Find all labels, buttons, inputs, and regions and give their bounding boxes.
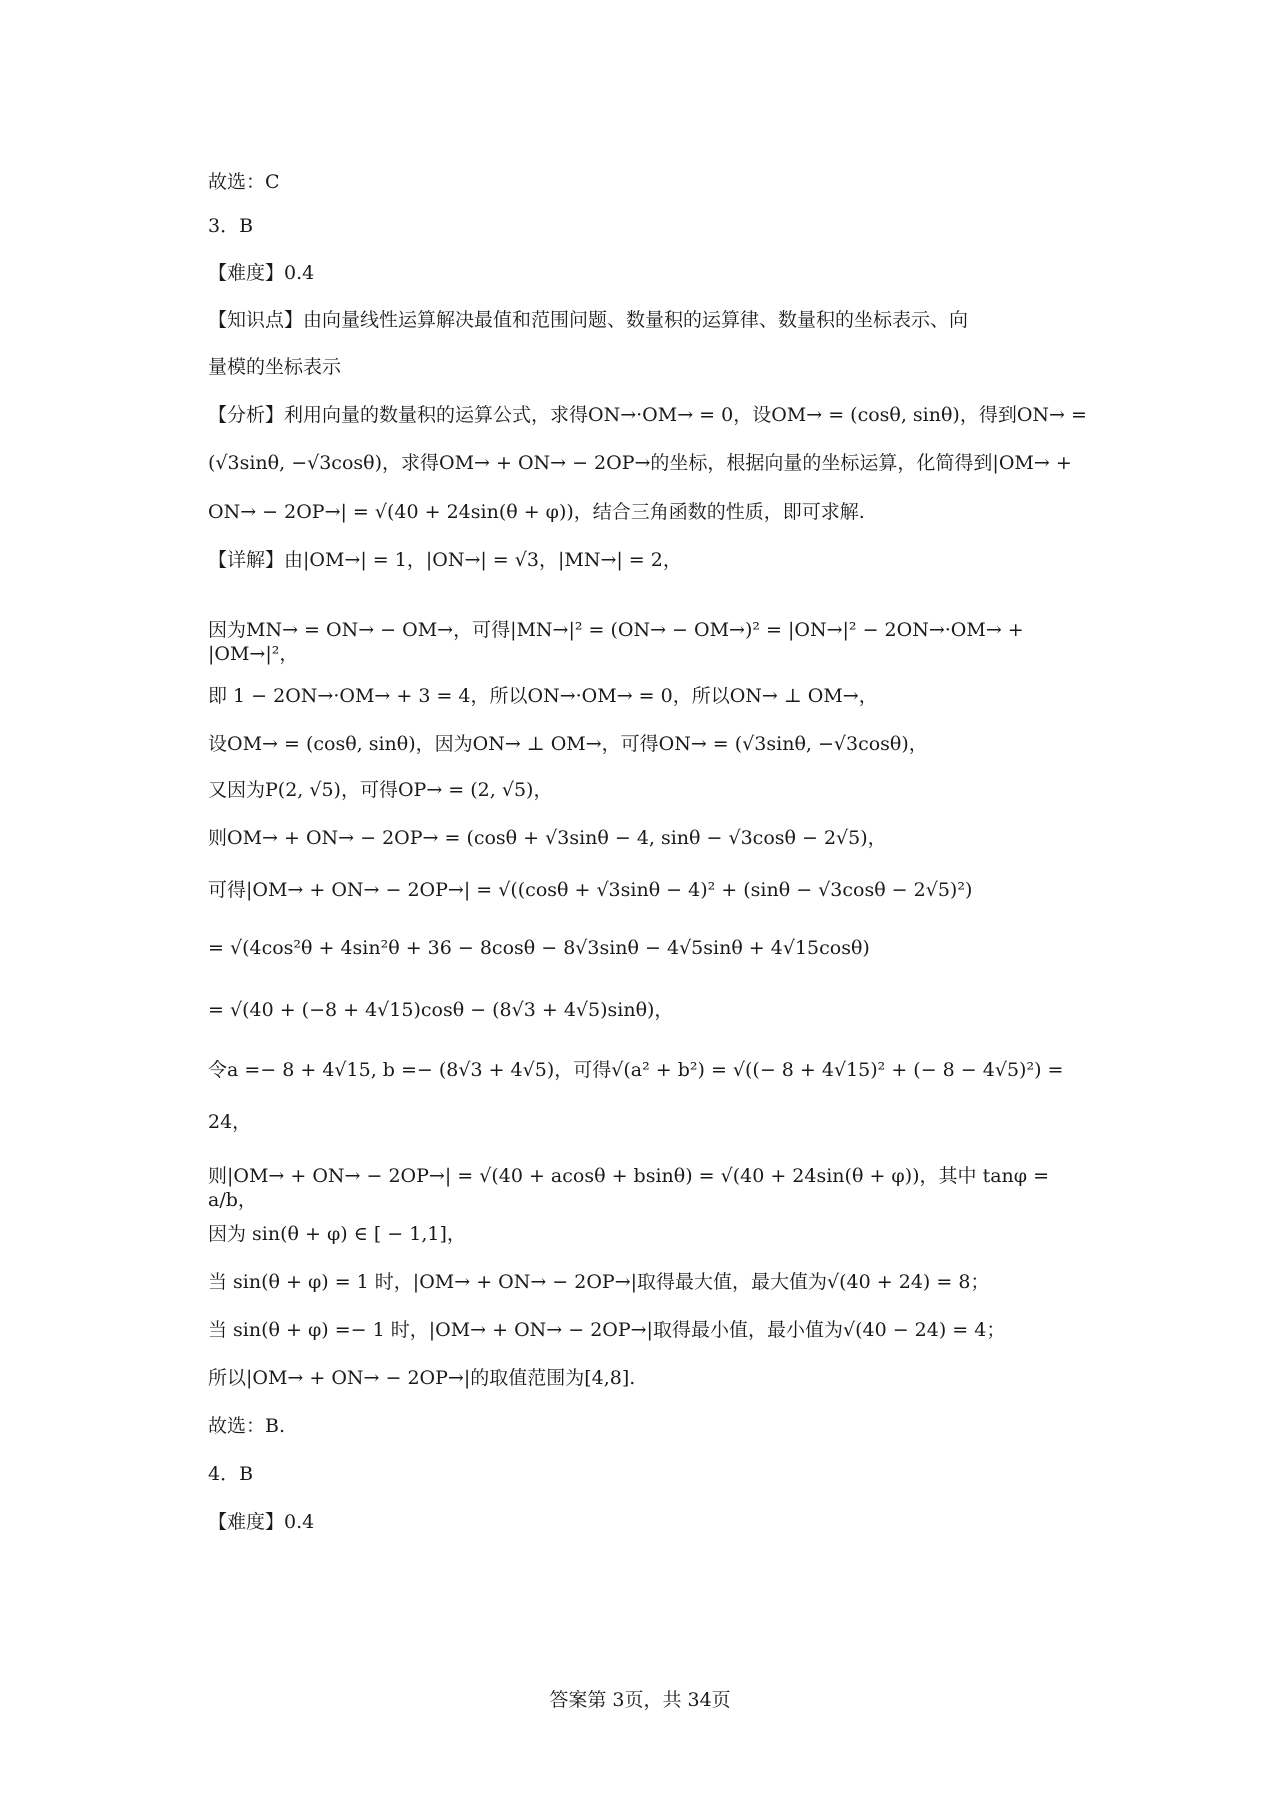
text-line: 即 1 − 2ON→·OM→ + 3 = 4，所以ON→·OM→ = 0，所以ON→ ⊥ OM→， — [208, 685, 878, 707]
text-line: 则OM→ + ON→ − 2OP→ = (cosθ + √3sinθ − 4, sinθ − √3cosθ − 2√5)， — [208, 827, 887, 849]
text-line: 3．B — [208, 215, 254, 237]
page-footer: 答案第 3页，共 34页 — [549, 1689, 731, 1711]
text-line: 量模的坐标表示 — [208, 356, 342, 378]
text-line: 设OM→ = (cosθ, sinθ)，因为ON→ ⊥ OM→，可得ON→ = (√3sinθ, −√3cosθ)， — [208, 733, 928, 755]
text-line: 故选：B. — [208, 1415, 286, 1437]
text-line: 因为 sin(θ + φ) ∈ [ − 1,1]， — [208, 1223, 466, 1245]
text-line: 可得|OM→ + ON→ − 2OP→| = √((cosθ + √3sinθ − 4)² + (sinθ − √3cosθ − 2√5)²) — [208, 879, 973, 901]
text-line: 【详解】由|OM→| = 1，|ON→| = √3，|MN→| = 2， — [208, 549, 682, 571]
text-line: ON→ − 2OP→| = √(40 + 24sin(θ + φ))，结合三角函数的性质，即可求解. — [208, 501, 865, 523]
text-line: 当 sin(θ + φ) =− 1 时，|OM→ + ON→ − 2OP→|取得最小值，最小值为√(40 − 24) = 4； — [208, 1319, 1006, 1341]
text-line: 【知识点】由向量线性运算解决最值和范围问题、数量积的运算律、数量积的坐标表示、向 — [208, 309, 969, 331]
text-line: 【分析】利用向量的数量积的运算公式，求得ON→·OM→ = 0，设OM→ = (cosθ, sinθ)，得到ON→ = — [208, 404, 1087, 426]
text-line: 【难度】0.4 — [208, 262, 315, 284]
text-line: = √(40 + (−8 + 4√15)cosθ − (8√3 + 4√5)sinθ)， — [208, 999, 674, 1021]
text-line: 则|OM→ + ON→ − 2OP→| = √(40 + acosθ + bsinθ) = √(40 + 24sin(θ + φ))，其中 tanφ = a/b， — [208, 1165, 1056, 1211]
text-line: 令a =− 8 + 4√15, b =− (8√3 + 4√5)，可得√(a² + b²) = √((− 8 + 4√15)² + (− 8 − 4√5)²) = — [208, 1059, 1064, 1081]
text-line: 所以|OM→ + ON→ − 2OP→|的取值范围为[4,8]. — [208, 1367, 636, 1389]
text-line: 因为MN→ = ON→ − OM→，可得|MN→|² = (ON→ − OM→)² = |ON→|² − 2ON→·OM→ + |OM→|²， — [208, 619, 1030, 665]
text-line: 当 sin(θ + φ) = 1 时，|OM→ + ON→ − 2OP→|取得最大值，最大值为√(40 + 24) = 8； — [208, 1271, 990, 1293]
text-line: = √(4cos²θ + 4sin²θ + 36 − 8cosθ − 8√3sinθ − 4√5sinθ + 4√15cosθ) — [208, 937, 870, 959]
text-line: 4．B — [208, 1463, 254, 1485]
text-line: 故选：C — [208, 171, 280, 193]
text-line: (√3sinθ, −√3cosθ)，求得OM→ + ON→ − 2OP→的坐标，根据向量的坐标运算，化简得到|OM→ + — [208, 452, 1072, 474]
text-line: 又因为P(2, √5)，可得OP→ = (2, √5)， — [208, 779, 553, 801]
text-line: 【难度】0.4 — [208, 1511, 315, 1533]
text-line: 24， — [208, 1111, 252, 1133]
